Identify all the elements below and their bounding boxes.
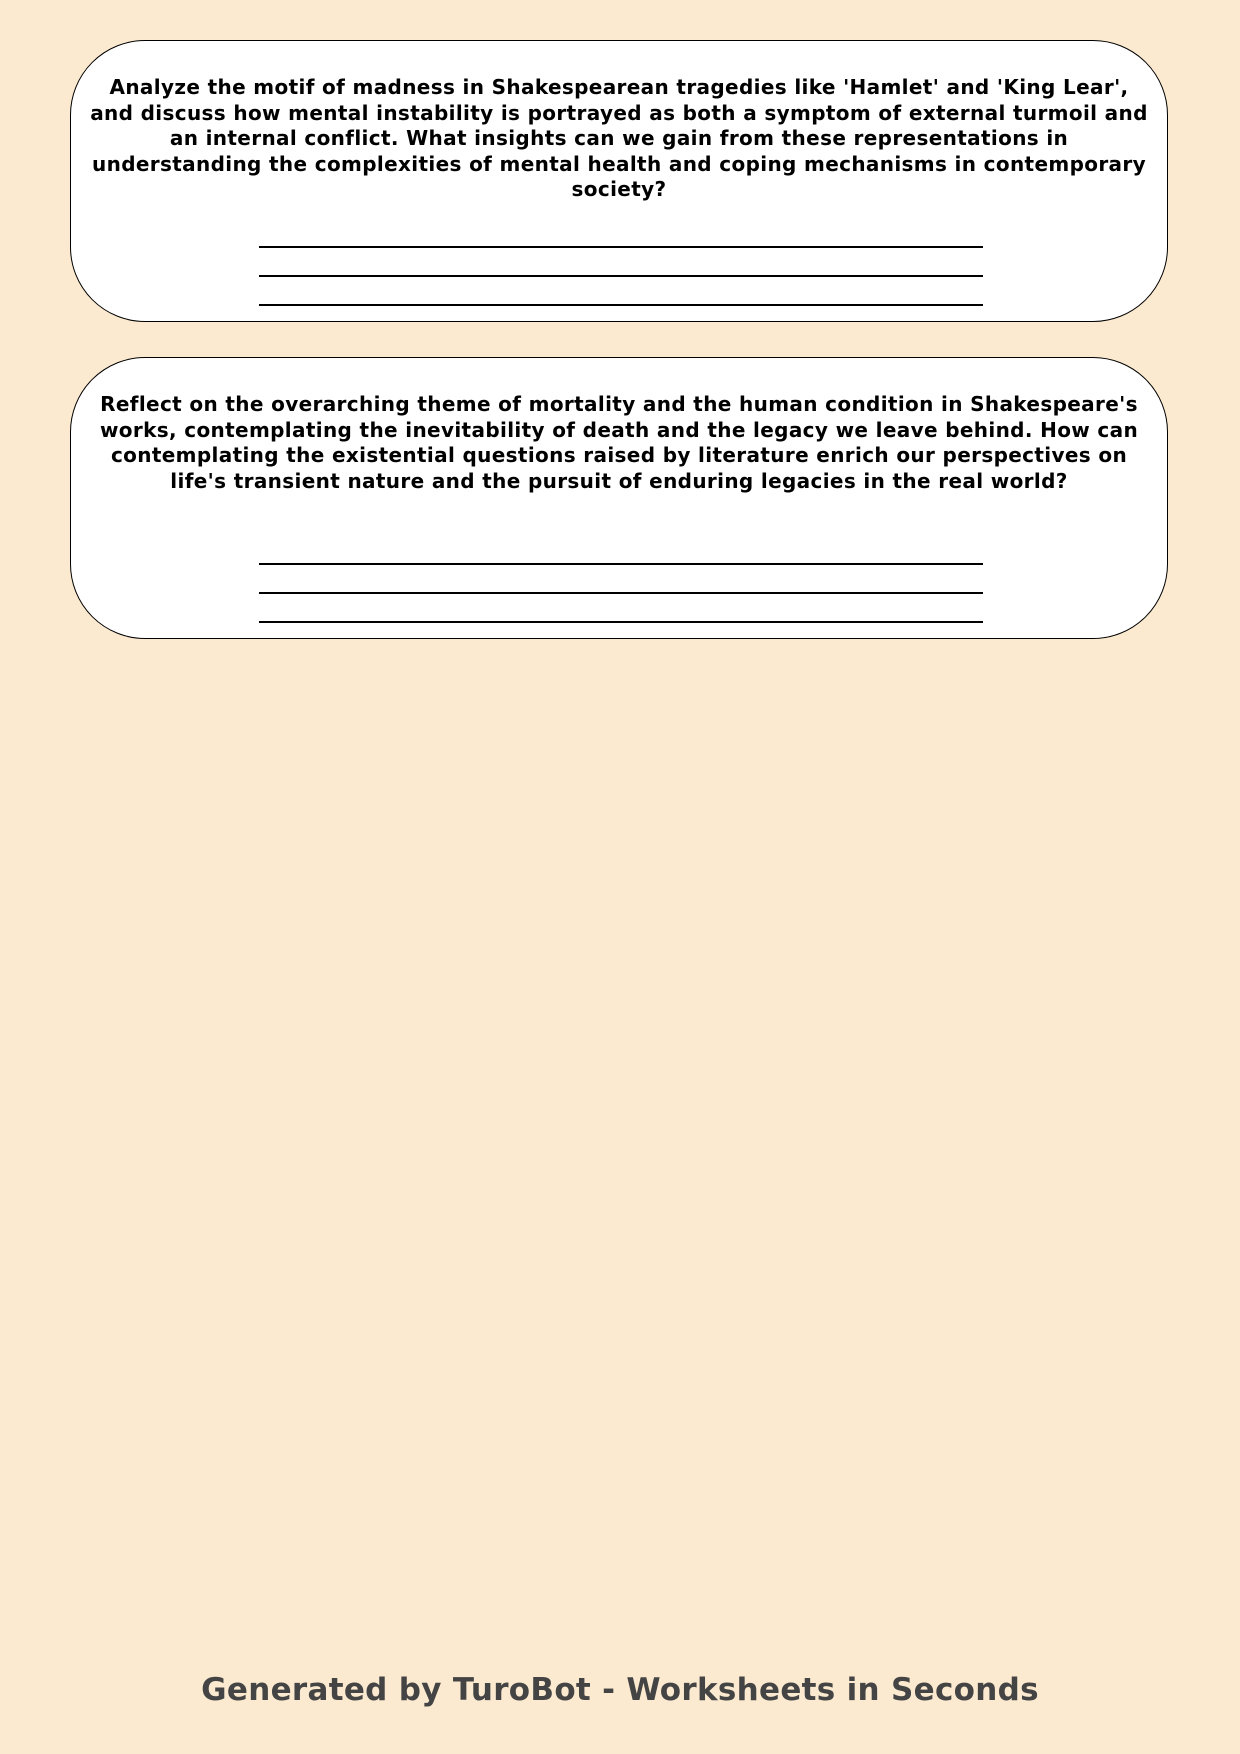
- answer-line[interactable]: [259, 275, 983, 277]
- answer-line[interactable]: [259, 563, 983, 565]
- footer-credit: Generated by TuroBot - Worksheets in Seconds: [201, 1672, 1039, 1708]
- answer-line[interactable]: [259, 621, 983, 623]
- question-text: Analyze the motif of madness in Shakespearean tragedies like 'Hamlet' and 'King Lear', and discuss how mental instability is portrayed as both a symptom of external turmoil and an internal conflict. What insights can we gain from these representations in understanding the complexities of mental health and coping mechanisms in contemporary society?: [90, 75, 1148, 201]
- question-card-1: [70, 40, 1168, 322]
- answer-line[interactable]: [259, 592, 983, 594]
- question-text: Reflect on the overarching theme of mortality and the human condition in Shakespeare's works, contemplating the inevitability of death and the legacy we leave behind. How can contemplating the existential questions raised by literature enrich our perspectives on life's transient nature and the pursuit of enduring legacies in the real world?: [99, 392, 1139, 493]
- answer-line[interactable]: [259, 246, 983, 248]
- question-card-2: [70, 357, 1168, 639]
- answer-line[interactable]: [259, 304, 983, 306]
